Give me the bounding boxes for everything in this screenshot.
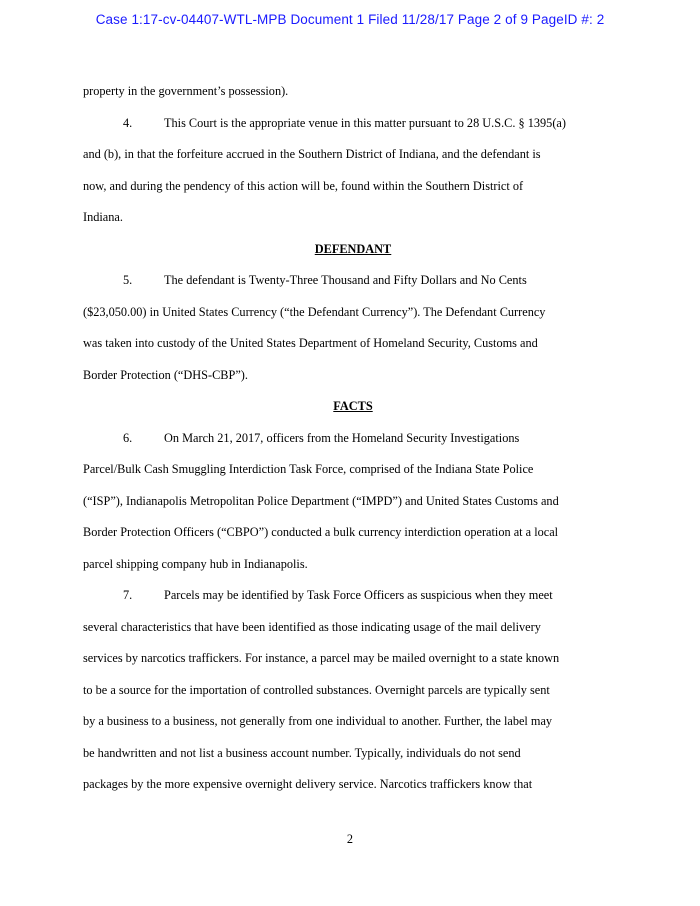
para-6-line: Parcel/Bulk Cash Smuggling Interdiction Task Force, comprised of the Indiana State Police — [83, 462, 534, 476]
para-4-line: now, and during the pendency of this action will be, found within the Southern District of — [83, 178, 524, 193]
para-7-number: 7. — [123, 588, 133, 602]
para-5-number: 5. — [123, 273, 133, 287]
para-6-first-text: On March 21, 2017, officers from the Homeland Security Investigations — [164, 430, 520, 445]
para-5-line: ($23,050.00) in United States Currency (“the Defendant Currency”). The Defendant Currency — [83, 304, 546, 319]
para-7-line: packages by the more expensive overnight delivery service. Narcotics traffickers know that — [83, 777, 533, 791]
para-7-line: be handwritten and not list a business account number. Typically, individuals do not send — [83, 745, 521, 760]
para-5-first-line — [83, 265, 623, 297]
para-6-line: (“ISP”), Indianapolis Metropolitan Police Department (“IMPD”) and United States Customs and — [83, 493, 559, 508]
para-4-first-line — [83, 108, 623, 140]
para-7-line: to be a source for the importation of controlled substances. Overnight parcels are typically sent — [83, 682, 550, 697]
para-4-number: 4. — [123, 115, 133, 130]
document-body — [83, 76, 623, 801]
para-7-first-line — [83, 580, 623, 612]
heading-defendant: DEFENDANT — [314, 241, 392, 256]
para-4-line: Indiana. — [83, 210, 123, 224]
para-7-line: services by narcotics traffickers. For instance, a parcel may be mailed overnight to a state known — [83, 651, 560, 665]
para-5-line: was taken into custody of the United States Department of Homeland Security, Customs and — [83, 336, 538, 350]
heading-facts: FACTS — [333, 399, 373, 413]
continuation-line: property in the government’s possession). — [83, 84, 289, 98]
para-6-first-line — [83, 423, 623, 455]
page-number: 2 — [346, 832, 354, 846]
para-6-line: Border Protection Officers (“CBPO”) conducted a bulk currency interdiction operation at a local — [83, 525, 559, 539]
para-7-first-text: Parcels may be identified by Task Force Officers as suspicious when they meet — [164, 588, 553, 602]
para-7-line: several characteristics that have been identified as those indicating usage of the mail delivery — [83, 619, 541, 634]
para-7-line: by a business to a business, not generally from one individual to another. Further, the label may — [83, 714, 553, 728]
para-5-line: Border Protection (“DHS-CBP”). — [83, 367, 248, 382]
case-header: Case 1:17-cv-04407-WTL-MPB Document 1 Filed 11/28/17 Page 2 of 9 PageID #: 2 — [95, 12, 605, 27]
para-6-line: parcel shipping company hub in Indianapolis. — [83, 556, 308, 571]
para-6-number: 6. — [123, 430, 133, 445]
para-4-first-text: This Court is the appropriate venue in this matter pursuant to 28 U.S.C. § 1395(a) — [164, 115, 566, 130]
para-4-line: and (b), in that the forfeiture accrued in the Southern District of Indiana, and the defendant is — [83, 147, 541, 161]
para-5-first-text: The defendant is Twenty-Three Thousand and Fifty Dollars and No Cents — [164, 273, 527, 287]
